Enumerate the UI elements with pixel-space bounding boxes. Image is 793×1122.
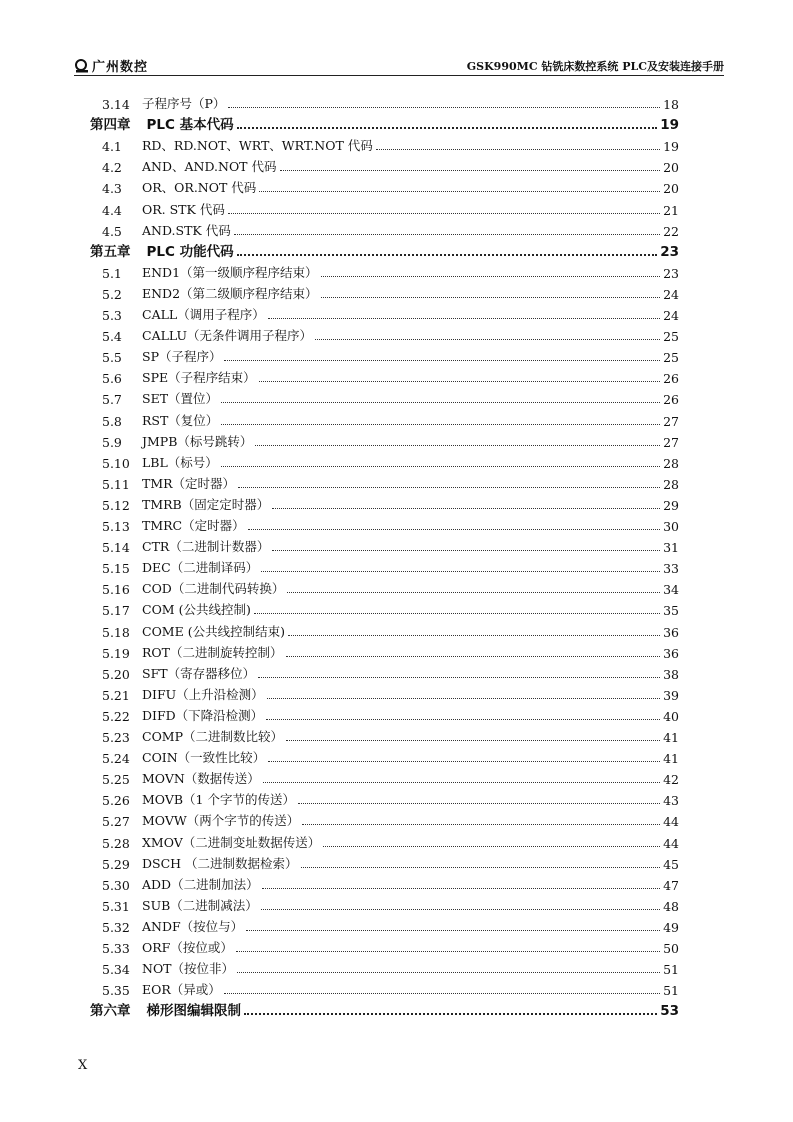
toc-entry-title: OR、OR.NOT 代码 — [142, 180, 257, 196]
toc-entry-title: MOVB（1 个字节的传送） — [142, 792, 295, 808]
toc-entry-title: JMPB（标号跳转） — [142, 433, 253, 449]
toc-entry-page: 48 — [663, 898, 679, 914]
toc-entry-page: 20 — [663, 181, 679, 197]
toc-dot-leader — [237, 254, 658, 256]
toc-entry-title: COME (公共线控制结束) — [142, 623, 285, 639]
toc-dot-leader — [228, 107, 660, 108]
toc-entry-page: 31 — [663, 540, 679, 556]
toc-entry-number: 5.6 — [102, 371, 122, 387]
toc-entry-page: 36 — [663, 624, 679, 640]
toc-dot-leader — [272, 550, 660, 551]
toc-dot-leader — [272, 508, 660, 509]
toc-entry-number: 5.35 — [102, 983, 130, 999]
toc-entry-page: 49 — [663, 919, 679, 935]
toc-chapter-entry[interactable] — [90, 999, 679, 1019]
toc-dot-leader — [286, 656, 661, 657]
toc-section-entry[interactable] — [102, 556, 679, 576]
toc-dot-leader — [268, 318, 660, 319]
toc-entry-title: COIN（一致性比较） — [142, 750, 266, 766]
toc-entry-number: 5.24 — [102, 751, 130, 767]
toc-entry-number: 5.20 — [102, 666, 130, 682]
page-header — [74, 56, 724, 76]
toc-entry-number: 5.32 — [102, 919, 130, 935]
toc-entry-number: 5.29 — [102, 856, 130, 872]
toc-entry-title: 子程序号（P） — [142, 96, 226, 111]
toc-section-entry[interactable] — [102, 746, 679, 766]
toc-entry-page: 24 — [663, 286, 679, 302]
toc-entry-number: 5.10 — [102, 455, 130, 471]
toc-entry-page: 25 — [663, 350, 679, 366]
toc-entry-number: 5.22 — [102, 708, 130, 724]
toc-entry-number: 4.5 — [102, 223, 122, 239]
toc-entry-number: 4.2 — [102, 160, 122, 176]
toc-entry-page: 30 — [663, 519, 679, 534]
toc-entry-number: 5.33 — [102, 941, 130, 956]
company-logo — [74, 56, 148, 75]
toc-entry-number: 5.30 — [102, 877, 130, 893]
toc-dot-leader — [262, 888, 661, 889]
toc-entry-number: 5.26 — [102, 793, 130, 809]
toc-dot-leader — [302, 824, 660, 825]
toc-entry-number: 5.9 — [102, 434, 122, 450]
toc-entry-page: 53 — [660, 1003, 679, 1020]
toc-section-entry[interactable] — [102, 514, 679, 534]
toc-entry-title: MOVW（两个字节的传送） — [142, 813, 300, 829]
toc-entry-page: 51 — [663, 962, 679, 978]
toc-entry-number: 5.14 — [102, 540, 130, 556]
toc-dot-leader — [254, 613, 660, 614]
toc-entry-number: 第四章 — [90, 117, 131, 134]
toc-entry-number: 5.18 — [102, 624, 130, 640]
toc-section-entry[interactable] — [102, 155, 679, 175]
toc-entry-number: 5.25 — [102, 772, 130, 788]
toc-entry-page: 22 — [663, 223, 679, 239]
toc-entry-number: 5.27 — [102, 814, 130, 830]
toc-section-entry[interactable] — [102, 303, 679, 323]
toc-entry-page: 23 — [660, 243, 679, 260]
toc-entry-number: 5.31 — [102, 898, 130, 914]
toc-entry-number: 5.3 — [102, 308, 122, 323]
toc-section-entry[interactable] — [102, 852, 679, 872]
toc-entry-page: 20 — [663, 160, 679, 176]
toc-entry-page: 18 — [663, 97, 679, 112]
toc-entry-number: 5.13 — [102, 519, 130, 534]
toc-entry-title: AND.STK 代码 — [142, 222, 231, 238]
toc-entry-title: OR. STK 代码 — [142, 201, 225, 217]
toc-entry-page: 42 — [663, 772, 679, 788]
toc-entry-number: 5.4 — [102, 329, 122, 345]
toc-dot-leader — [224, 360, 660, 361]
toc-entry-title: ROT（二进制旋转控制） — [142, 644, 283, 660]
toc-entry-title: CTR（二进制计数器） — [142, 539, 270, 555]
toc-section-entry[interactable] — [102, 662, 679, 682]
toc-entry-title: AND、AND.NOT 代码 — [142, 159, 277, 175]
toc-entry-number: 第五章 — [90, 243, 131, 260]
toc-entry-number: 4.1 — [102, 139, 122, 155]
footer-page-number: X — [78, 1058, 88, 1073]
toc-dot-leader — [248, 529, 660, 530]
toc-entry-title: DEC（二进制译码） — [142, 560, 259, 576]
toc-entry-number: 5.23 — [102, 730, 130, 745]
toc-section-entry[interactable] — [102, 261, 679, 281]
toc-dot-leader — [288, 635, 660, 636]
toc-entry-title: NOT（按位非） — [142, 961, 235, 977]
logo-text: 广州数控 — [92, 60, 149, 75]
toc-entry-title: DSCH （二进制数据检索） — [142, 855, 298, 871]
toc-entry-page: 34 — [663, 582, 679, 598]
toc-entry-title: ADD（二进制加法） — [142, 876, 259, 892]
toc-entry-title: DIFU（上升沿检测） — [142, 686, 264, 702]
toc-entry-number: 5.1 — [102, 265, 122, 281]
toc-entry-page: 19 — [660, 117, 679, 134]
toc-entry-page: 27 — [663, 434, 679, 450]
toc-entry-page: 43 — [663, 793, 679, 809]
toc-entry-page: 27 — [663, 413, 679, 429]
toc-entry-number: 5.16 — [102, 582, 130, 598]
toc-section-entry[interactable] — [102, 493, 679, 513]
toc-dot-leader — [287, 592, 660, 593]
toc-section-entry[interactable] — [102, 936, 679, 956]
toc-section-entry[interactable] — [102, 683, 679, 703]
toc-entry-number: 5.15 — [102, 561, 130, 577]
toc-chapter-entry[interactable] — [90, 240, 679, 260]
toc-section-entry[interactable] — [102, 345, 679, 365]
toc-dot-leader — [301, 867, 661, 868]
toc-entry-title: PLC 功能代码 — [146, 243, 234, 260]
toc-dot-leader — [236, 951, 660, 952]
toc-entry-number: 5.8 — [102, 413, 122, 429]
toc-entry-title: ANDF（按位与） — [142, 918, 244, 934]
toc-entry-title: SPE（子程序结束） — [142, 370, 256, 386]
toc-entry-title: SFT（寄存器移位） — [142, 665, 256, 681]
toc-dot-leader — [280, 170, 661, 171]
toc-entry-title: END1（第一级顺序程序结束） — [142, 264, 318, 280]
toc-entry-number: 第六章 — [90, 1003, 131, 1020]
toc-dot-leader — [268, 761, 660, 762]
toc-section-entry[interactable] — [102, 324, 679, 344]
toc-dot-leader — [244, 1013, 657, 1015]
toc-entry-number: 5.19 — [102, 645, 130, 661]
toc-section-entry[interactable] — [102, 873, 679, 893]
toc-entry-page: 23 — [663, 265, 679, 281]
toc-section-entry[interactable] — [102, 472, 679, 492]
toc-section-entry[interactable] — [102, 809, 679, 829]
toc-dot-leader — [228, 213, 660, 214]
toc-section-entry[interactable] — [102, 134, 679, 154]
toc-dot-leader — [315, 339, 660, 340]
toc-dot-leader — [298, 803, 660, 804]
toc-entry-title: EOR（异或） — [142, 982, 221, 998]
toc-entry-page: 25 — [663, 329, 679, 345]
toc-dot-leader — [221, 466, 660, 467]
toc-entry-title: XMOV（二进制变址数据传送） — [142, 834, 321, 850]
toc-entry-page: 26 — [663, 392, 679, 408]
toc-entry-page: 39 — [663, 687, 679, 703]
toc-entry-page: 19 — [663, 139, 679, 155]
toc-entry-title: SET（置位） — [142, 391, 219, 407]
toc-dot-leader — [258, 677, 660, 678]
toc-entry-page: 40 — [663, 708, 679, 724]
toc-section-entry[interactable] — [102, 577, 679, 597]
toc-entry-page: 29 — [663, 497, 679, 513]
toc-dot-leader — [234, 234, 660, 235]
toc-entry-number: 5.17 — [102, 603, 130, 619]
toc-section-entry[interactable] — [102, 767, 679, 787]
toc-section-entry[interactable] — [102, 957, 679, 977]
toc-section-entry[interactable] — [102, 430, 679, 450]
toc-entry-page: 44 — [663, 814, 679, 830]
toc-dot-leader — [321, 276, 661, 277]
toc-entry-title: MOVN（数据传送） — [142, 771, 260, 787]
toc-dot-leader — [221, 402, 660, 403]
toc-section-entry[interactable] — [102, 725, 679, 745]
toc-entry-page: 41 — [663, 730, 679, 745]
toc-section-entry[interactable] — [102, 788, 679, 808]
toc-entry-page: 24 — [663, 308, 679, 323]
toc-dot-leader — [255, 445, 660, 446]
toc-dot-leader — [237, 127, 658, 129]
gsk-logo-icon — [74, 58, 90, 74]
toc-section-entry[interactable] — [102, 978, 679, 998]
toc-entry-title: CALL（调用子程序） — [142, 307, 265, 322]
toc-dot-leader — [237, 972, 660, 973]
toc-entry-page: 47 — [663, 877, 679, 893]
toc-dot-leader — [263, 782, 660, 783]
header-rule — [74, 75, 724, 76]
toc-entry-title: DIFD（下降沿检测） — [142, 707, 264, 723]
toc-entry-page: 36 — [663, 645, 679, 661]
toc-entry-number: 5.11 — [102, 476, 130, 492]
toc-entry-page: 28 — [663, 455, 679, 471]
toc-section-entry[interactable] — [102, 535, 679, 555]
toc-entry-title: SUB（二进制减法） — [142, 897, 258, 913]
toc-dot-leader — [221, 424, 660, 425]
toc-entry-page: 21 — [663, 202, 679, 218]
toc-section-entry[interactable] — [102, 198, 679, 218]
toc-dot-leader — [259, 191, 660, 192]
toc-section-entry[interactable] — [102, 219, 679, 239]
toc-entry-page: 45 — [663, 856, 679, 872]
toc-section-entry[interactable] — [102, 409, 679, 429]
toc-section-entry[interactable] — [102, 92, 679, 112]
toc-dot-leader — [246, 930, 660, 931]
toc-section-entry[interactable] — [102, 831, 679, 851]
toc-entry-title: RST（复位） — [142, 412, 219, 428]
toc-section-entry[interactable] — [102, 704, 679, 724]
toc-entry-title: TMR（定时器） — [142, 475, 236, 491]
toc-entry-title: COMP（二进制数比较） — [142, 729, 284, 744]
toc-entry-page: 44 — [663, 835, 679, 851]
toc-section-entry[interactable] — [102, 176, 679, 196]
toc-section-entry[interactable] — [102, 282, 679, 302]
toc-section-entry[interactable] — [102, 915, 679, 935]
toc-dot-leader — [261, 909, 660, 910]
toc-dot-leader — [267, 698, 660, 699]
toc-dot-leader — [259, 381, 660, 382]
toc-dot-leader — [286, 740, 660, 741]
toc-entry-title: 梯形图编辑限制 — [146, 1003, 241, 1020]
toc-entry-number: 5.34 — [102, 962, 130, 978]
toc-dot-leader — [238, 487, 660, 488]
toc-entry-page: 41 — [663, 751, 679, 767]
toc-entry-number: 5.28 — [102, 835, 130, 851]
toc-chapter-entry[interactable] — [90, 113, 679, 133]
toc-entry-title: COM (公共线控制) — [142, 602, 251, 618]
toc-dot-leader — [224, 993, 660, 994]
toc-section-entry[interactable] — [102, 894, 679, 914]
toc-entry-number: 5.7 — [102, 392, 122, 408]
toc-section-entry[interactable] — [102, 451, 679, 471]
toc-entry-page: 26 — [663, 371, 679, 387]
toc-section-entry[interactable] — [102, 387, 679, 407]
toc-entry-title: SP（子程序） — [142, 349, 222, 365]
toc-entry-page: 51 — [663, 983, 679, 999]
toc-entry-title: TMRC（定时器） — [142, 518, 245, 533]
toc-dot-leader — [266, 719, 660, 720]
toc-entry-page: 28 — [663, 476, 679, 492]
toc-entry-page: 50 — [663, 941, 679, 956]
toc-entry-number: 5.5 — [102, 350, 122, 366]
toc-entry-number: 5.12 — [102, 497, 130, 513]
toc-dot-leader — [376, 149, 660, 150]
toc-entry-title: ORF（按位或） — [142, 940, 233, 955]
toc-section-entry[interactable] — [102, 620, 679, 640]
toc-entry-page: 33 — [663, 561, 679, 577]
toc-entry-title: RD、RD.NOT、WRT、WRT.NOT 代码 — [142, 138, 373, 154]
toc-entry-page: 38 — [663, 666, 679, 682]
document-title: GSK990MC 钻铣床数控系统 PLC及安装连接手册 — [466, 60, 724, 73]
toc-entry-number: 5.2 — [102, 286, 122, 302]
toc-entry-number: 5.21 — [102, 687, 130, 703]
toc-entry-number: 3.14 — [102, 97, 130, 112]
toc-entry-title: LBL（标号） — [142, 454, 218, 470]
toc-dot-leader — [321, 297, 661, 298]
toc-entry-title: COD（二进制代码转换） — [142, 581, 285, 597]
toc-entry-page: 35 — [663, 603, 679, 619]
toc-entry-title: CALLU（无条件调用子程序） — [142, 328, 313, 344]
toc-entry-number: 4.3 — [102, 181, 122, 197]
toc-dot-leader — [323, 846, 660, 847]
toc-entry-title: END2（第二级顺序程序结束） — [142, 285, 318, 301]
toc-entry-title: PLC 基本代码 — [146, 117, 234, 134]
toc-section-entry[interactable] — [102, 366, 679, 386]
toc-section-entry[interactable] — [102, 641, 679, 661]
toc-entry-title: TMRB（固定定时器） — [142, 496, 270, 512]
toc-dot-leader — [261, 571, 660, 572]
toc-entry-number: 4.4 — [102, 202, 122, 218]
toc-section-entry[interactable] — [102, 598, 679, 618]
